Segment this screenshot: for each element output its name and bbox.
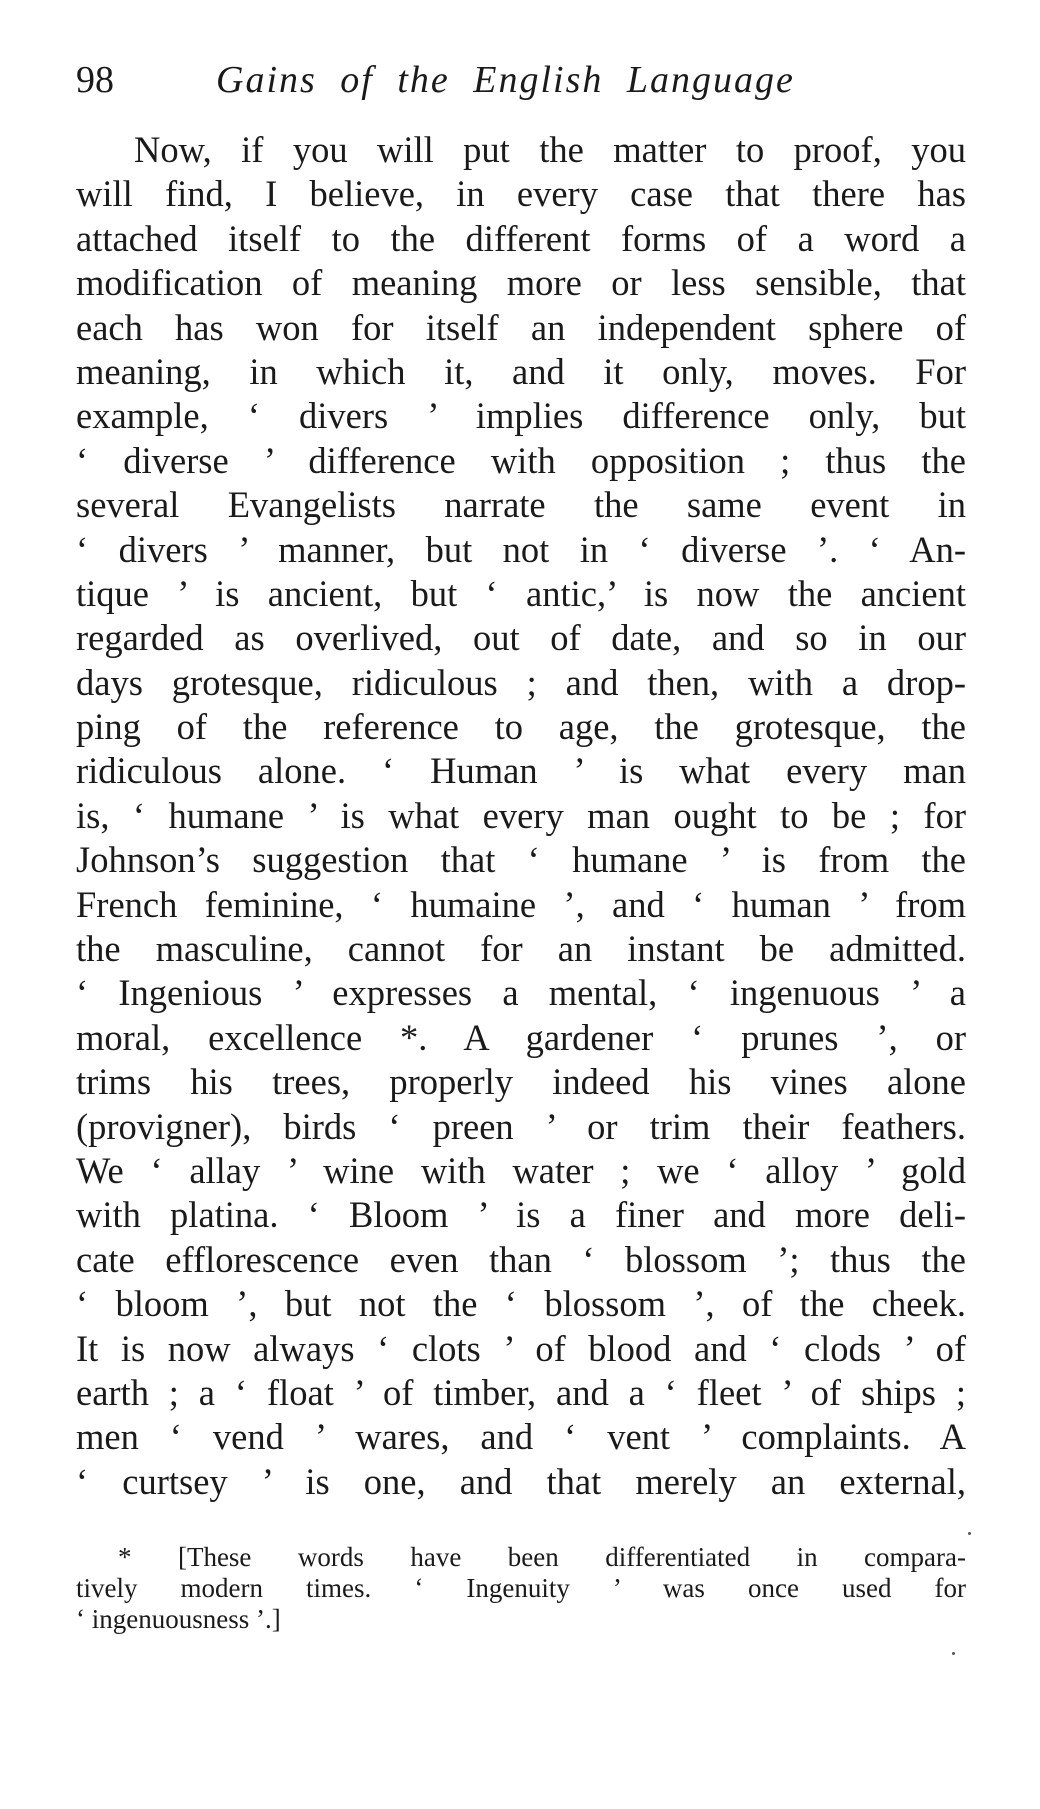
print-speck: [968, 1532, 971, 1535]
text-line: will find, I believe, in every case that there has: [76, 173, 966, 215]
text-line: French feminine, ‘ humaine ’, and ‘ human ’ from: [76, 883, 966, 925]
text-line: with platina. ‘ Bloom ’ is a finer and more deli-: [76, 1194, 966, 1236]
page-header: [76, 50, 966, 110]
footnote-line: * [These words have been differentiated in compara-: [118, 1542, 966, 1572]
text-line: example, ‘ divers ’ implies difference only, but: [76, 395, 966, 437]
footnote: [76, 1542, 966, 1635]
text-line: moral, excellence *. A gardener ‘ prunes ’, or: [76, 1016, 966, 1058]
footnote-line: ‘ ingenuousness ’.]: [76, 1604, 281, 1634]
page-number: 98: [76, 59, 114, 101]
text-line: men ‘ vend ’ wares, and ‘ vent ’ complaints. A: [76, 1416, 966, 1458]
text-line: ‘ diverse ’ difference with opposition ; thus the: [76, 439, 966, 481]
body-text: [76, 128, 966, 1504]
text-line: is, ‘ humane ’ is what every man ought to be ; for: [76, 794, 966, 836]
text-line: cate efflorescence even than ‘ blossom ’; thus the: [76, 1238, 966, 1280]
text-line: the masculine, cannot for an instant be admitted.: [76, 928, 966, 970]
text-line: trims his trees, properly indeed his vines alone: [76, 1061, 966, 1103]
text-line: modification of meaning more or less sensible, that: [76, 262, 966, 304]
text-line: ‘ divers ’ manner, but not in ‘ diverse ’. ‘ An-: [76, 528, 966, 570]
text-line: earth ; a ‘ float ’ of timber, and a ‘ fleet ’ of ships ;: [76, 1371, 966, 1413]
running-title: Gains of the English Language: [216, 59, 795, 101]
text-line: We ‘ allay ’ wine with water ; we ‘ alloy ’ gold: [76, 1149, 966, 1191]
text-line: days grotesque, ridiculous ; and then, with a drop-: [76, 661, 966, 703]
print-speck: [952, 1652, 955, 1655]
text-line: several Evangelists narrate the same event in: [76, 484, 966, 526]
text-line: ridiculous alone. ‘ Human ’ is what every man: [76, 750, 966, 792]
text-line: meaning, in which it, and it only, moves. For: [76, 350, 966, 392]
text-line: ‘ curtsey ’ is one, and that merely an external,: [76, 1460, 966, 1502]
text-line: (provigner), birds ‘ preen ’ or trim their feathers.: [76, 1105, 966, 1147]
text-line: Now, if you will put the matter to proof, you: [134, 129, 966, 170]
text-line: ping of the reference to age, the grotesque, the: [76, 706, 966, 748]
footnote-line: tively modern times. ‘ Ingenuity ’ was once used for: [76, 1573, 966, 1603]
text-line: each has won for itself an independent sphere of: [76, 306, 966, 348]
text-line: tique ’ is ancient, but ‘ antic,’ is now the ancient: [76, 572, 966, 614]
text-line: It is now always ‘ clots ’ of blood and ‘ clods ’ of: [76, 1327, 966, 1369]
text-line: ‘ bloom ’, but not the ‘ blossom ’, of the cheek.: [76, 1283, 966, 1325]
text-line: Johnson’s suggestion that ‘ humane ’ is from the: [76, 839, 966, 881]
text-line: regarded as overlived, out of date, and so in our: [76, 617, 966, 659]
text-line: attached itself to the different forms of a word a: [76, 217, 966, 259]
text-line: ‘ Ingenious ’ expresses a mental, ‘ ingenuous ’ a: [76, 972, 966, 1014]
